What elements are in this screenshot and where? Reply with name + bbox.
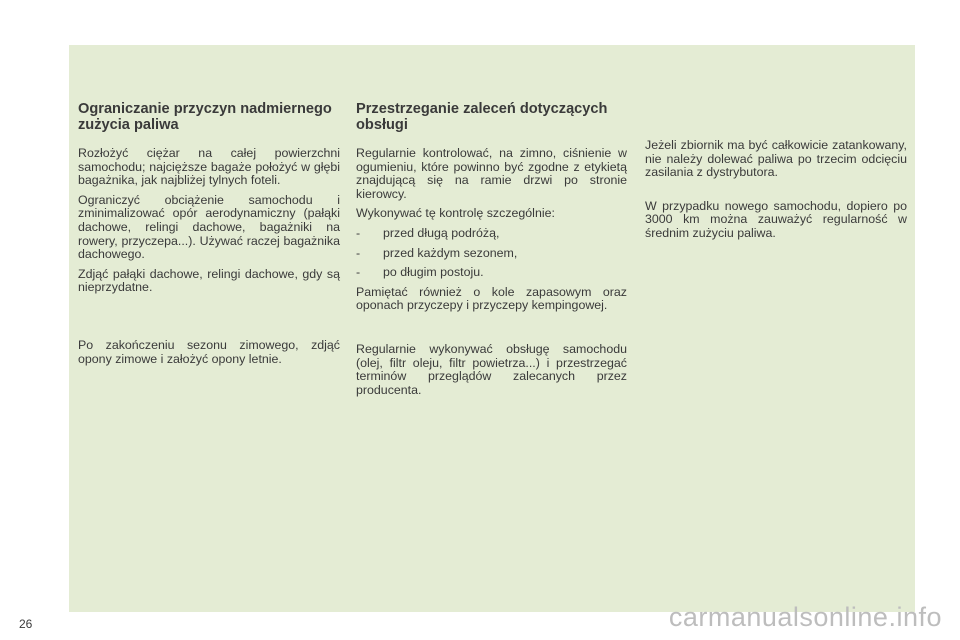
- paragraph-winter-tyres: Po zakończeniu sezonu zimowego, zdjąć opony zimowe i założyć opony letnie.: [78, 337, 340, 366]
- list-item-text: przed długą podróżą,: [383, 225, 500, 240]
- dash-marker: -: [356, 265, 361, 280]
- paragraph-spare-wheel: Pamiętać również o kole zapasowym oraz oponach przyczepy i przyczepy kempingowej.: [356, 284, 627, 313]
- check-list: [356, 227, 627, 280]
- list-item: [356, 247, 627, 261]
- column-fuel-consumption: [78, 101, 340, 372]
- paragraph-check-intro: Wykonywać tę kontrolę szczególnie:: [356, 206, 555, 221]
- paragraph-new-car: W przypadku nowego samochodu, dopiero po 3000 km można zauważyć regularność w średnim zużyciu paliwa.: [645, 198, 907, 240]
- paragraph-roof-bars: Zdjąć pałąki dachowe, relingi dachowe, gdy są nieprzydatne.: [78, 266, 340, 295]
- content-panel: [69, 45, 915, 612]
- list-item-text: po długim postoju.: [383, 265, 484, 280]
- watermark: carmanualsonline.info: [668, 602, 942, 632]
- list-item: [356, 266, 627, 280]
- page-number: 26: [19, 617, 33, 631]
- dash-marker: -: [356, 245, 361, 260]
- paragraph-tank-filling: Jeżeli zbiornik ma być całkowicie zatankowany, nie należy dolewać paliwa po trzecim odcięciu zasilania z dystrybutora.: [645, 138, 907, 180]
- paragraph-service-schedule: Regularnie wykonywać obsługę samochodu (olej, filtr oleju, filtr powietrza...) i przestrzegać terminów przeglądów zalecanych przez producenta.: [356, 341, 627, 397]
- list-item-text: przed każdym sezonem,: [383, 245, 518, 260]
- heading-maintenance: Przestrzeganie zaleceń dotyczących obsługi: [356, 101, 608, 133]
- paragraph-load-distribution: Rozłożyć ciężar na całej powierzchni samochodu; najcięższe bagaże położyć w głębi bagażnika, jak najbliżej tylnych foteli.: [78, 146, 340, 188]
- paragraph-tyre-pressure: Regularnie kontrolować, na zimno, ciśnienie w ogumieniu, które powinno być zgodne z etykietą znajdującą się na ramie drzwi po stronie kierowcy.: [356, 146, 627, 201]
- dash-marker: -: [356, 225, 361, 240]
- paragraph-aerodynamic-drag: Ograniczyć obciążenie samochodu i zminimalizować opór aerodynamiczny (pałąki dachowe, relingi dachowe, bagażniki na rowery, przyczepa...). Używać raczej bagażnika dachowego.: [78, 192, 340, 262]
- column-maintenance: [356, 101, 627, 403]
- column-fuel-tips: [645, 139, 907, 247]
- list-item: [356, 227, 627, 241]
- heading-fuel-consumption: Ograniczanie przyczyn nadmiernego zużycia paliwa: [78, 101, 332, 133]
